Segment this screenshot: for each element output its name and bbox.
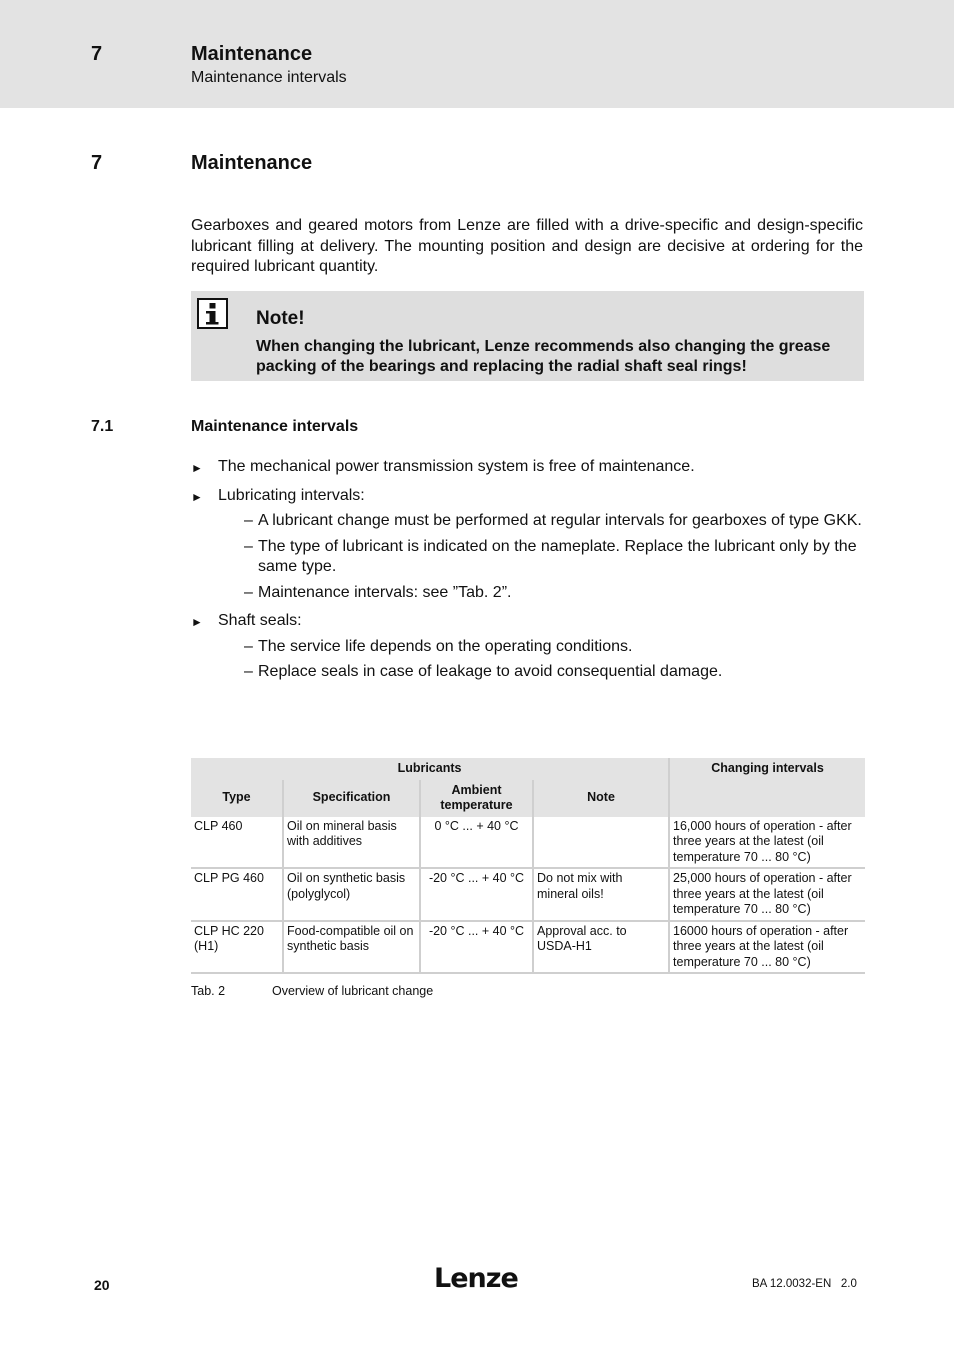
list-item-text: Shaft seals: [218,612,302,629]
list-item-text: The mechanical power transmission system is free of maintenance. [218,458,695,475]
table-row [191,921,865,974]
note-header: Note [533,780,669,817]
specification-header: Specification [283,780,420,817]
note-text: When changing the lubricant, Lenze recommends also changing the grease packing of the bearings and replacing the radial shaft seal rings! [256,338,831,375]
table-caption-text: Overview of lubricant change [272,984,434,998]
info-icon [197,298,228,329]
lenze-logo: Lenze [434,1263,518,1294]
sub-list-item: – A lubricant change must be performed at regular intervals for gearboxes of type GKK. [244,512,862,529]
note-cell [533,817,669,869]
note-box [191,291,864,381]
specification-cell: Food-compatible oil on synthetic basis [283,921,420,974]
changing-intervals-header: Changing intervals [669,758,865,817]
sub-list-item-text: Maintenance intervals: see ”Tab. 2”. [258,583,512,601]
section-title: Maintenance [191,152,313,174]
ambient-temperature-cell: -20 °C ... + 40 °C [420,921,533,974]
changing-interval-cell: 16000 hours of operation - after three years at the latest (oil temperature 70 ... 80 °C) [669,921,865,974]
bullet-arrow-icon: ► [191,615,203,629]
page-header [0,0,954,108]
sub-list-item-text: A lubricant change must be performed at regular intervals for gearboxes of type GKK. [258,512,862,529]
sub-list-item: – Replace seals in case of leakage to avoid consequential damage. [244,663,723,680]
list-item [191,486,863,604]
list-item-text: Lubricating intervals: [218,486,365,504]
table-caption-label: Tab. 2 [191,984,226,998]
bullet-arrow-icon: ► [191,461,203,475]
sub-list-item: – The service life depends on the operating conditions. [244,637,633,655]
list-item [191,611,863,683]
bullet-arrow-icon: ► [191,489,203,504]
type-cell: CLP HC 220 (H1) [191,921,283,974]
type-cell: CLP 460 [191,817,283,869]
maintenance-bullet-list [191,457,863,691]
sub-list-item: – Maintenance intervals: see ”Tab. 2”. [244,583,512,601]
document-id: BA 12.0032-EN 2.0 [752,1278,857,1290]
note-title: Note! [256,308,305,329]
intro-paragraph: Gearboxes and geared motors from Lenze are filled with a drive-specific and design-specific lubricant filling at delivery. The mounting position and design are decisive at ordering for the required lubricant quantity. [191,217,863,275]
type-header: Type [191,780,283,817]
changing-interval-cell: 16,000 hours of operation - after three years at the latest (oil temperature 70 ... 80 °C) [669,817,865,869]
table-row [191,868,865,921]
ambient-temperature-header: Ambient temperature [420,780,533,817]
sub-list-item: – The type of lubricant is indicated on the nameplate. Replace the lubricant only by the same type. [244,537,857,575]
header-section-title: Maintenance intervals [191,69,347,86]
subsection-number: 7.1 [91,418,114,435]
header-chapter-number: 7 [91,43,103,65]
table-row [191,817,865,869]
ambient-temperature-cell: 0 °C ... + 40 °C [420,817,533,869]
ambient-temperature-cell: -20 °C ... + 40 °C [420,868,533,921]
page-number: 20 [94,1277,110,1293]
note-cell: Do not mix with mineral oils! [533,868,669,921]
list-item [191,457,863,478]
sub-list-item-text: Replace seals in case of leakage to avoid consequential damage. [258,663,723,680]
sub-list-item-text: The service life depends on the operating conditions. [258,637,633,655]
section-number: 7 [91,152,103,174]
sub-list-item-text: The type of lubricant is indicated on the nameplate. Replace the lubricant only by the same type. [258,537,857,575]
specification-cell: Oil on synthetic basis (polyglycol) [283,868,420,921]
changing-interval-cell: 25,000 hours of operation - after three years at the latest (oil temperature 70 ... 80 °C) [669,868,865,921]
lubricant-table [191,758,865,974]
subsection-title: Maintenance intervals [191,418,359,435]
lubricants-group-header: Lubricants [191,758,669,780]
specification-cell: Oil on mineral basis with additives [283,817,420,869]
note-cell: Approval acc. to USDA-H1 [533,921,669,974]
header-chapter-title: Maintenance [191,43,313,65]
type-cell: CLP PG 460 [191,868,283,921]
